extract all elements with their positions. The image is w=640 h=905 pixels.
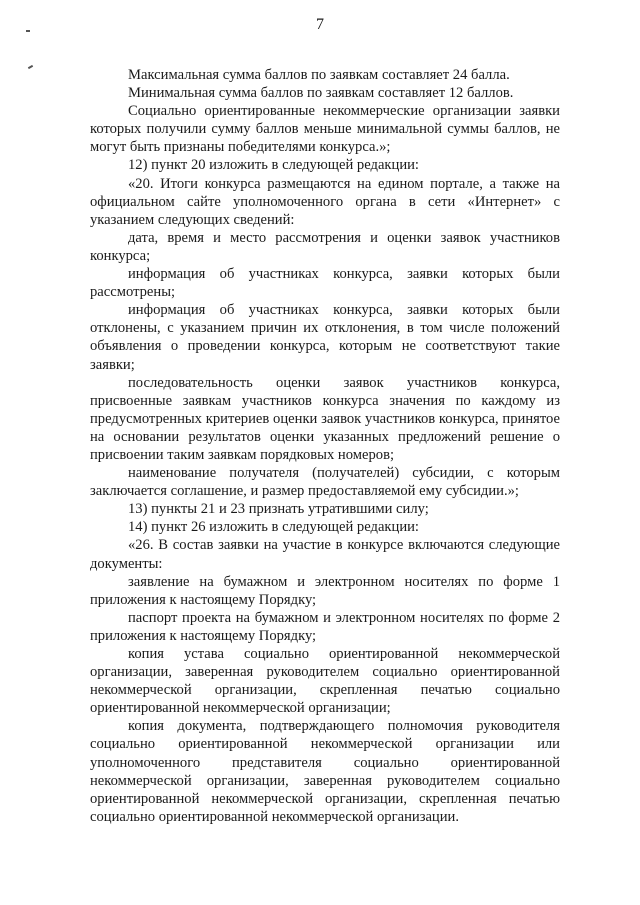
paragraph: дата, время и место рассмотрения и оценки заявок участников конкурса; bbox=[90, 229, 560, 264]
margin-mark bbox=[28, 65, 33, 69]
page-number: 7 bbox=[316, 16, 324, 33]
paragraph: наименование получателя (получателей) субсидии, с которым заключается соглашение, и размер предоставляемой ему субсидии.»; bbox=[90, 465, 560, 500]
document-body bbox=[90, 66, 560, 826]
paragraph: копия устава социально ориентированной некоммерческой организации, заверенная руководителем социально ориентированной некоммерческой организации, скрепленная печатью социально ориентированной некоммерческой организации; bbox=[90, 646, 560, 717]
paragraph: информация об участниках конкурса, заявки которых были рассмотрены; bbox=[90, 266, 560, 301]
paragraph: 13) пункты 21 и 23 признать утратившими силу; bbox=[128, 501, 429, 518]
paragraph: заявление на бумажном и электронном носителях по форме 1 приложения к настоящему Порядку; bbox=[90, 573, 560, 608]
paragraph: Социально ориентированные некоммерческие организации заявки которых получили сумму баллов меньше минимальной суммы баллов, не могут быть признаны победителями конкурса.»; bbox=[90, 103, 560, 156]
paragraph: Максимальная сумма баллов по заявкам составляет 24 балла. bbox=[128, 67, 510, 83]
margin-mark bbox=[26, 30, 30, 32]
paragraph: «20. Итоги конкурса размещаются на едином портале, а также на официальном сайте уполномоченного органа в сети «Интернет» с указанием следующих сведений: bbox=[90, 175, 560, 228]
paragraph: Минимальная сумма баллов по заявкам составляет 12 баллов. bbox=[128, 85, 514, 102]
paragraph: паспорт проекта на бумажном и электронном носителях по форме 2 приложения к настоящему Порядку; bbox=[90, 609, 560, 644]
paragraph: копия документа, подтверждающего полномочия руководителя социально ориентированной некоммерческой организации или уполномоченного представителя социально ориентированной некоммерческой организации, заверенная руководителем социально ориентированной некоммерческой организации, скрепленная печатью социально ориентированной некоммерческой организации. bbox=[90, 718, 560, 825]
paragraph: последовательность оценки заявок участников конкурса, присвоенные заявкам участников конкурса значения по каждому из предусмотренных критериев оценки заявок участников конкурса, принятое на основании результатов оценки указанных предложений решение о присвоении таким заявкам порядковых номеров; bbox=[90, 374, 560, 463]
paragraph: информация об участниках конкурса, заявки которых были отклонены, с указанием причин их отклонения, в том числе положений объявления о проведении конкурса, которым не соответствуют такие заявки; bbox=[90, 302, 560, 373]
paragraph: 12) пункт 20 изложить в следующей редакции: bbox=[128, 157, 419, 174]
paragraph: «26. В состав заявки на участие в конкурсе включаются следующие документы: bbox=[90, 537, 560, 572]
paragraph: 14) пункт 26 изложить в следующей редакции: bbox=[128, 519, 419, 536]
